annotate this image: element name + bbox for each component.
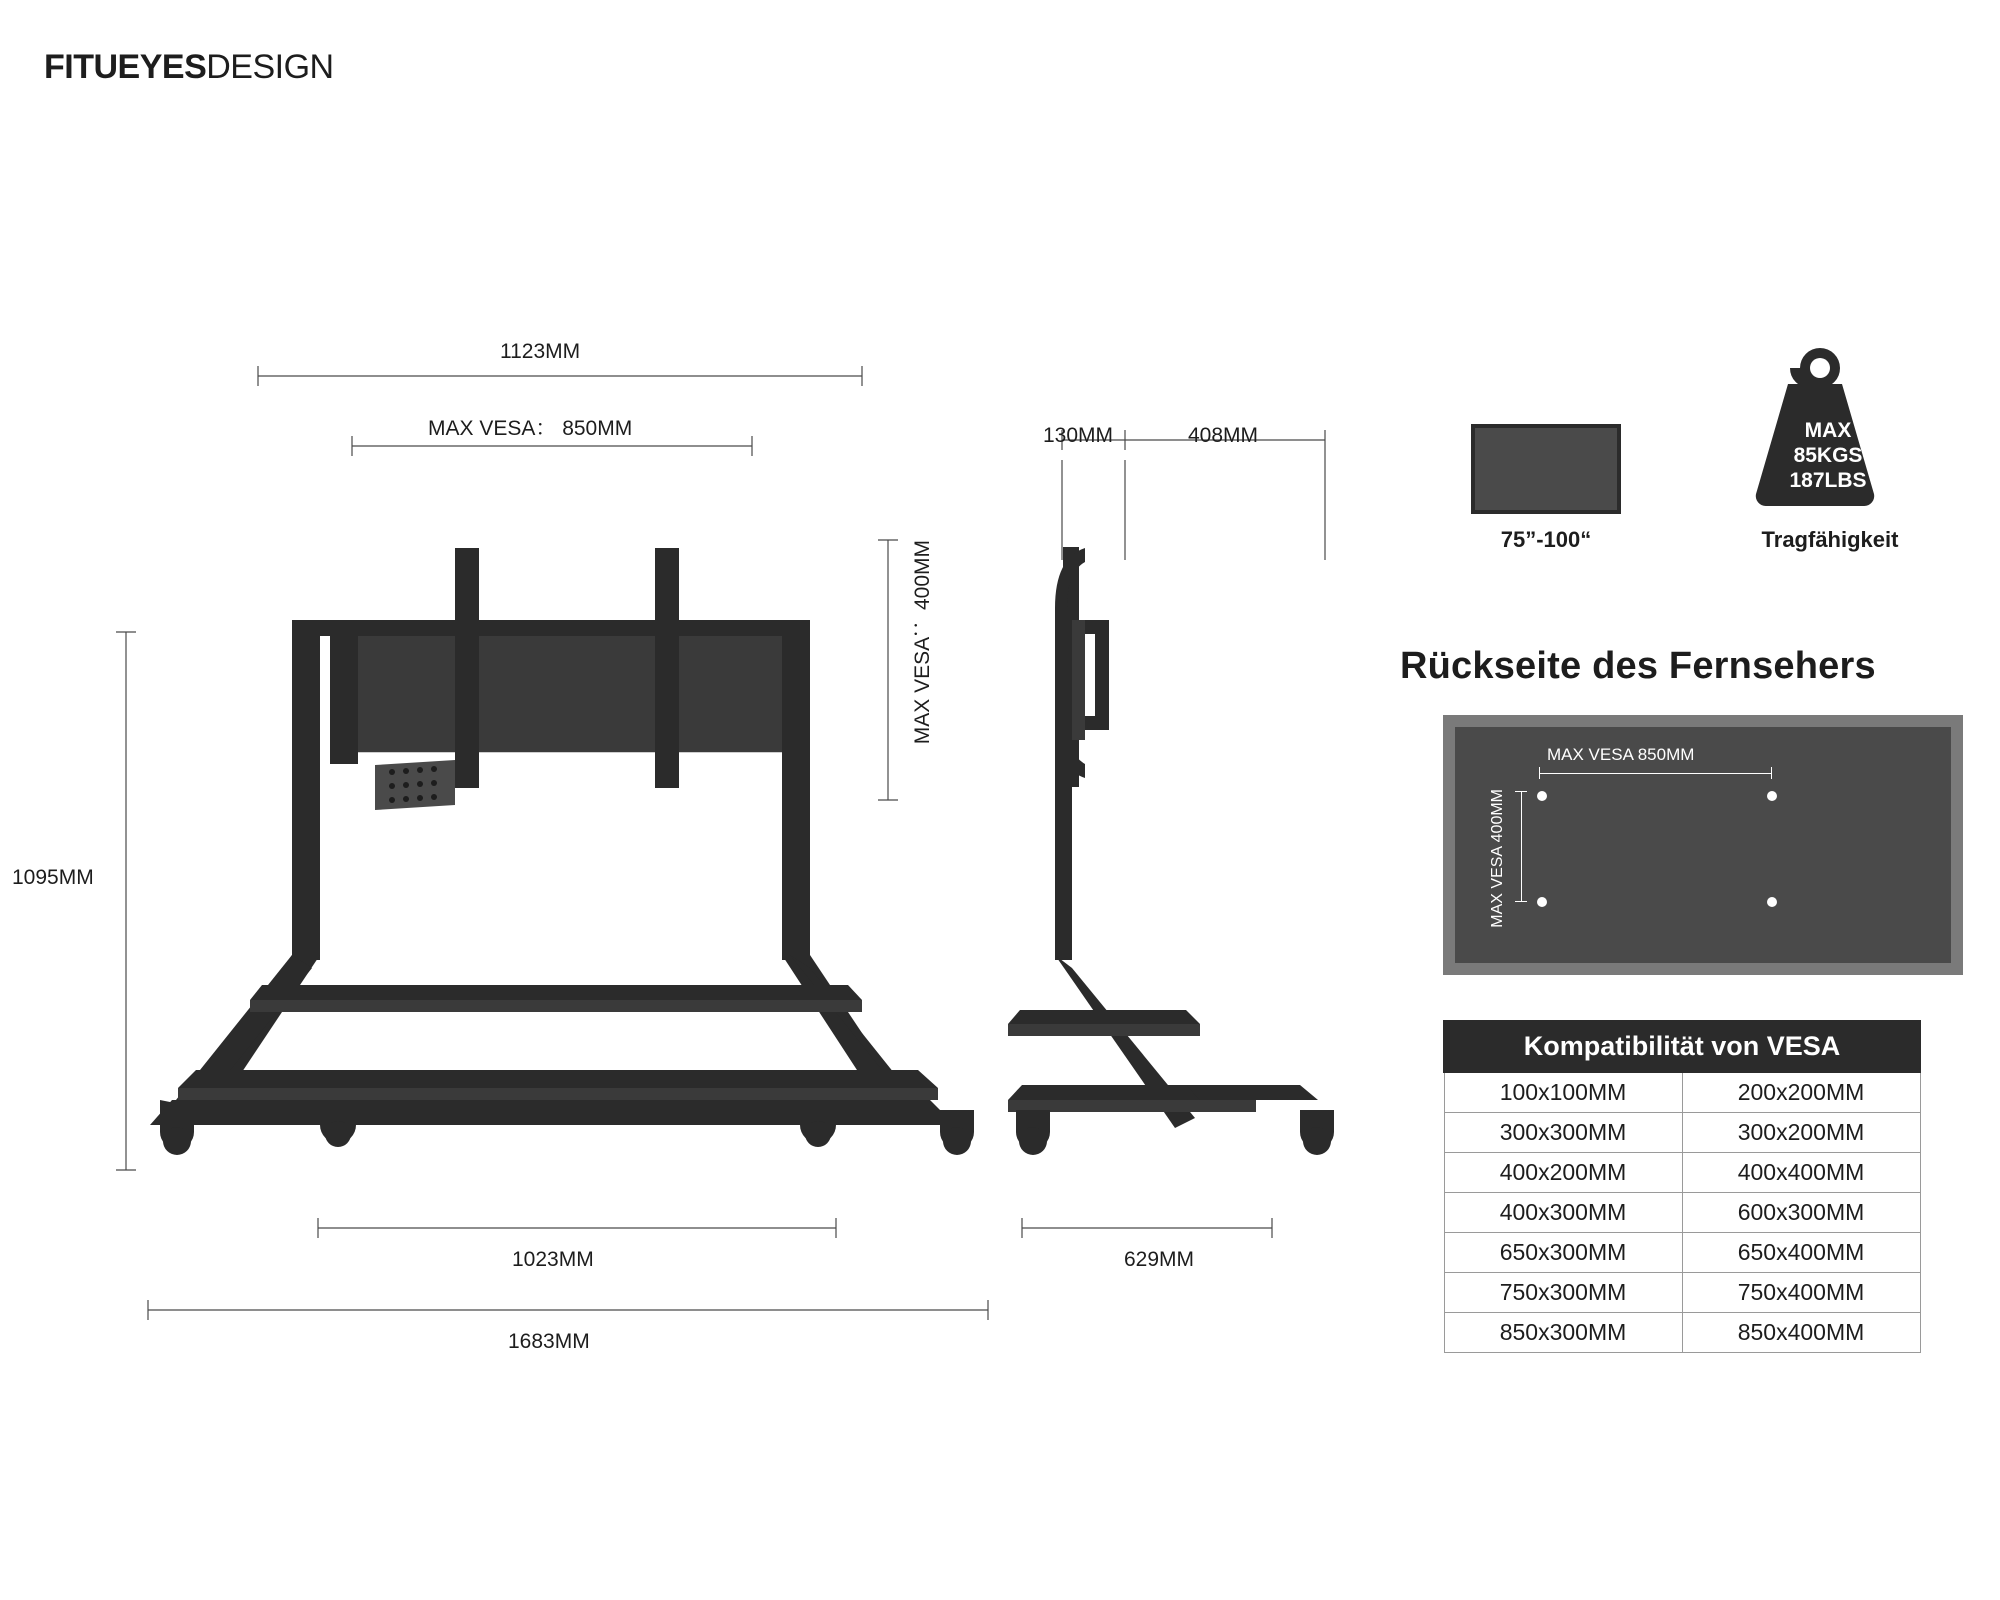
vesa-table-body xyxy=(1444,1072,1920,1353)
tv-back-panel xyxy=(1443,715,1963,975)
capacity-line-1: MAX xyxy=(1804,419,1852,442)
vesa-cell: 400x400MM xyxy=(1682,1153,1920,1193)
table-header-row xyxy=(1444,1021,1920,1072)
capacity-line-2: 85KGS xyxy=(1793,444,1863,467)
vesa-cell: 850x300MM xyxy=(1444,1313,1682,1353)
dim-depth-small: 130MM xyxy=(1043,424,1114,447)
dim-overall-width: 1683MM xyxy=(508,1330,590,1353)
tv-back-v-tick-bottom xyxy=(1515,901,1527,902)
dim-height: 1095MM xyxy=(12,866,94,889)
table-row xyxy=(1444,1233,1920,1273)
brand-name-primary: FITUEYES xyxy=(44,48,207,86)
tv-back-vesa-vertical-label: MAX VESA 400MM xyxy=(1489,789,1506,928)
vesa-cell: 300x300MM xyxy=(1444,1113,1682,1153)
tv-size-icon xyxy=(1471,424,1621,514)
tv-back-h-tick-left xyxy=(1539,767,1540,779)
capacity-values xyxy=(1748,418,1908,493)
dim-max-vesa-horizontal: MAX VESA： 850MM xyxy=(428,417,633,440)
brand-name-secondary: DESIGN xyxy=(206,48,334,86)
dim-base-width: 1023MM xyxy=(512,1248,594,1271)
vesa-cell: 400x200MM xyxy=(1444,1153,1682,1193)
vesa-cell: 200x200MM xyxy=(1682,1072,1920,1113)
tv-size-label: 75”-100“ xyxy=(1500,527,1592,552)
vesa-cell: 650x400MM xyxy=(1682,1233,1920,1273)
vesa-cell: 400x300MM xyxy=(1444,1193,1682,1233)
dim-top-width: 1123MM xyxy=(500,340,581,363)
capacity-line-3: 187LBS xyxy=(1789,469,1867,492)
table-row xyxy=(1444,1193,1920,1233)
vesa-hole-bottom-right xyxy=(1767,897,1777,907)
vesa-cell: 300x200MM xyxy=(1682,1113,1920,1153)
table-row xyxy=(1444,1113,1920,1153)
vesa-cell: 750x300MM xyxy=(1444,1273,1682,1313)
vesa-cell: 750x400MM xyxy=(1682,1273,1920,1313)
vesa-cell: 650x300MM xyxy=(1444,1233,1682,1273)
dim-depth-large: 408MM xyxy=(1188,424,1259,447)
table-row xyxy=(1444,1153,1920,1193)
vesa-cell: 600x300MM xyxy=(1682,1193,1920,1233)
table-row xyxy=(1444,1273,1920,1313)
dim-max-vesa-vertical: MAX VESA： 400MM xyxy=(911,540,934,745)
tv-back-inner xyxy=(1455,727,1951,963)
vesa-cell: 100x100MM xyxy=(1444,1072,1682,1113)
table-row xyxy=(1444,1072,1920,1113)
vesa-hole-top-left xyxy=(1537,791,1547,801)
tv-back-h-tick-right xyxy=(1771,767,1772,779)
vesa-cell: 850x400MM xyxy=(1682,1313,1920,1353)
dim-base-depth: 629MM xyxy=(1124,1248,1195,1271)
tv-back-h-line xyxy=(1539,773,1771,774)
vesa-hole-top-right xyxy=(1767,791,1777,801)
vesa-table-title: Kompatibilität von VESA xyxy=(1444,1021,1920,1072)
tv-back-v-line xyxy=(1521,791,1522,901)
table-row xyxy=(1444,1313,1920,1353)
vesa-hole-bottom-left xyxy=(1537,897,1547,907)
vesa-compatibility-table xyxy=(1443,1020,1921,1353)
tv-back-title: Rückseite des Fernsehers xyxy=(1400,645,1876,687)
capacity-label: Tragfähigkeit xyxy=(1761,527,1899,552)
tv-back-v-tick-top xyxy=(1515,791,1527,792)
tv-back-vesa-horizontal-label: MAX VESA 850MM xyxy=(1547,745,1695,764)
